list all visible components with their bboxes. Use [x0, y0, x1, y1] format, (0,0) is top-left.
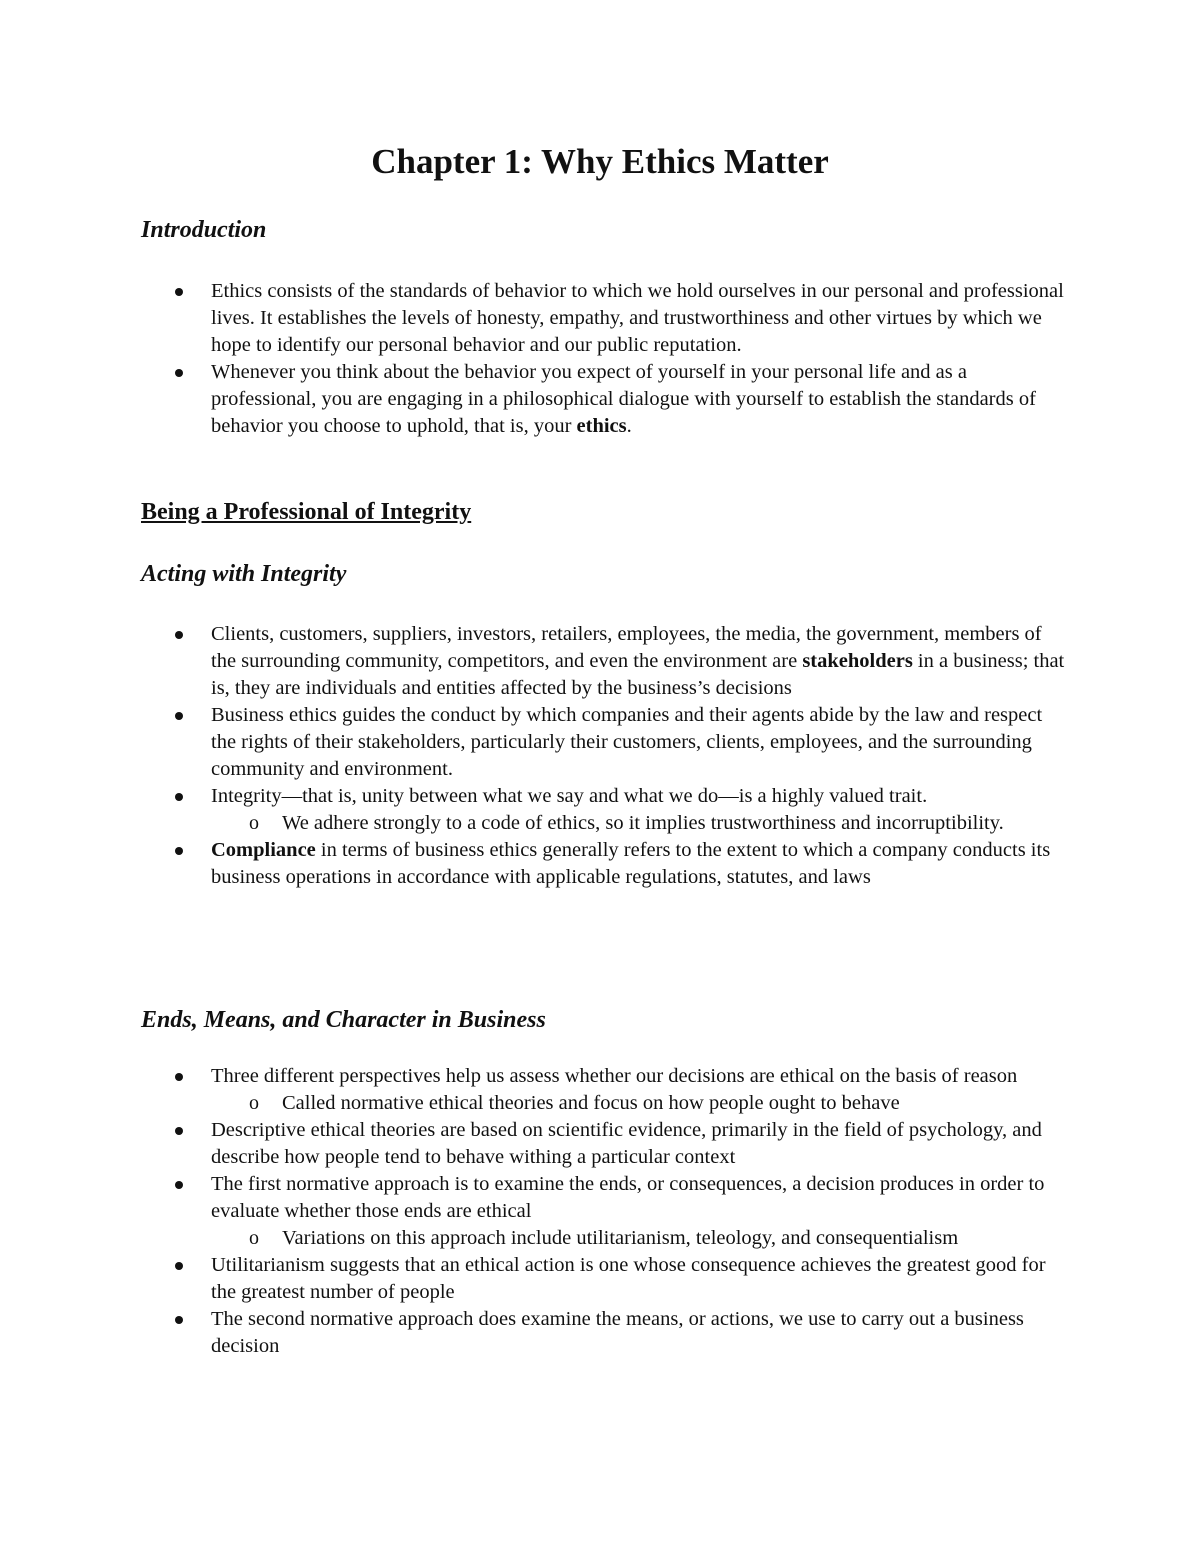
list-item [0, 1171, 1200, 1252]
sub-list-item-text: Variations on this approach include utilitarianism, teleology, and consequentialism [282, 1227, 959, 1249]
sub-bullet-icon: o [249, 1092, 259, 1114]
bullet-icon [175, 1316, 183, 1324]
list-item-text: in terms of business ethics generally refers to the extent to which a company conducts its business operations in accordance with applicable regulations, statutes, and laws [211, 839, 1051, 888]
ends-heading: Ends, Means, and Character in Business [141, 1007, 546, 1033]
list-item-text: Integrity—that is, unity between what we say and what we do—is a highly valued trait. [211, 785, 928, 807]
term-compliance: Compliance [211, 839, 316, 861]
list-item [0, 837, 1200, 891]
page-title: Chapter 1: Why Ethics Matter [371, 142, 829, 181]
ends-list [0, 1063, 1200, 1360]
list-item-text: Three different perspectives help us assess whether our decisions are ethical on the basis of reason [211, 1065, 1018, 1087]
section-heading: Being a Professional of Integrity [141, 499, 472, 525]
bullet-icon [175, 712, 183, 720]
bullet-icon [175, 1073, 183, 1081]
intro-heading: Introduction [141, 217, 267, 243]
sub-list-item [211, 1090, 1070, 1117]
list-item-text-end: . [626, 415, 632, 437]
bullet-icon [175, 288, 183, 296]
intro-list [0, 278, 1200, 440]
bullet-icon [175, 369, 183, 377]
list-item [0, 621, 1200, 702]
list-item-text: The second normative approach does examine the means, or actions, we use to carry out a business decision [211, 1308, 1024, 1357]
sub-bullet-icon: o [249, 1227, 259, 1249]
list-item [0, 1063, 1200, 1117]
term-stakeholders: stakeholders [802, 650, 913, 672]
bullet-icon [175, 847, 183, 855]
sub-list-item-text: Called normative ethical theories and focus on how people ought to behave [282, 1092, 900, 1114]
sub-list [211, 1090, 1070, 1117]
list-item [0, 783, 1200, 837]
list-item [0, 702, 1200, 783]
sub-list-item [211, 810, 1070, 837]
list-item-text: Ethics consists of the standards of behavior to which we hold ourselves in our personal and professional lives. It establishes the levels of honesty, empathy, and trustworthiness and other virtues by which we hope to identify our personal behavior and our public reputation. [211, 280, 1064, 356]
sub-list-item [211, 1225, 1070, 1252]
list-item-text-end: in a business; that is, they are individuals and entities affected by the business’s decisions [211, 650, 1065, 699]
list-item-text: Business ethics guides the conduct by which companies and their agents abide by the law and respect the rights of their stakeholders, particularly their customers, clients, employees, and the surrounding community and environment. [211, 704, 1043, 780]
acting-list [0, 621, 1200, 891]
sub-list [211, 1225, 1070, 1252]
list-item-text: The first normative approach is to examine the ends, or consequences, a decision produces in order to evaluate whether those ends are ethical [211, 1173, 1045, 1222]
list-item [0, 359, 1200, 440]
list-item [0, 278, 1200, 359]
term-ethics: ethics [576, 415, 627, 437]
bullet-icon [175, 1127, 183, 1135]
list-item-text: Utilitarianism suggests that an ethical action is one whose consequence achieves the greatest good for the greatest number of people [211, 1254, 1046, 1303]
sub-list [211, 810, 1070, 837]
bullet-icon [175, 631, 183, 639]
list-item-text: Whenever you think about the behavior you expect of yourself in your personal life and as a professional, you are engaging in a philosophical dialogue with yourself to establish the standards of behavior you choose to uphold, that is, your [211, 361, 1036, 437]
bullet-icon [175, 1262, 183, 1270]
list-item [0, 1117, 1200, 1171]
sub-list-item-text: We adhere strongly to a code of ethics, so it implies trustworthiness and incorruptibility. [282, 812, 1004, 834]
acting-heading: Acting with Integrity [141, 561, 347, 587]
list-item-text: Clients, customers, suppliers, investors, retailers, employees, the media, the government, members of the surrounding community, competitors, and even the environment are [211, 623, 1042, 672]
bullet-icon [175, 793, 183, 801]
sub-bullet-icon: o [249, 812, 259, 834]
list-item [0, 1252, 1200, 1306]
list-item [0, 1306, 1200, 1360]
bullet-icon [175, 1181, 183, 1189]
list-item-text: Descriptive ethical theories are based on scientific evidence, primarily in the field of psychology, and describe how people tend to behave withing a particular context [211, 1119, 1042, 1168]
